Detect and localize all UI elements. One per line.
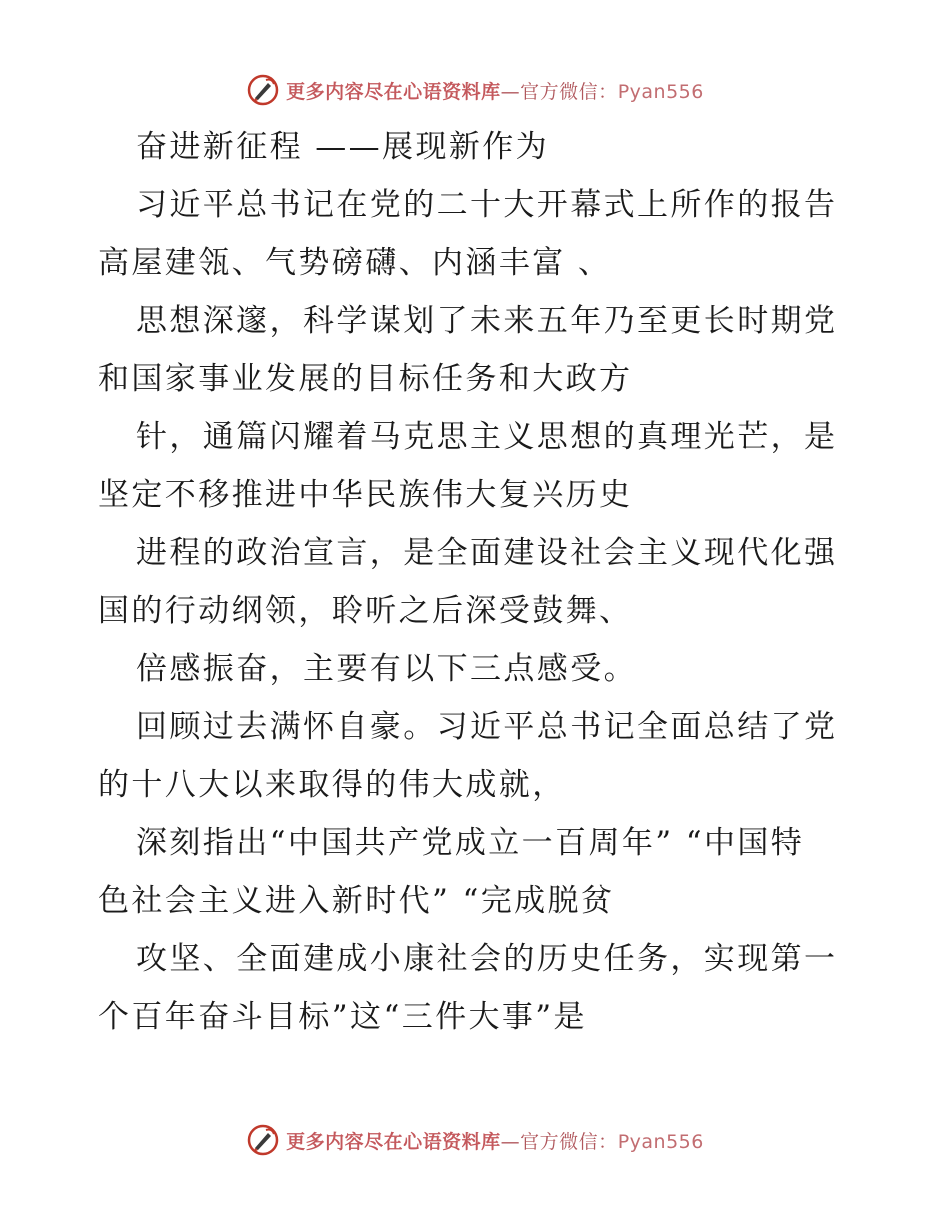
- banner-wechat-id: Pyan556: [617, 80, 704, 103]
- text-line: 深刻指出“中国共产党成立一百周年” “中国特: [136, 825, 805, 861]
- banner-wechat-label: 官方微信：: [520, 1130, 618, 1153]
- text-line: 个百年奋斗目标”这“三件大事”是: [98, 999, 587, 1035]
- text-line: 思想深邃，科学谋划了未来五年乃至更长时期党: [136, 303, 838, 339]
- banner-wechat-id: Pyan556: [617, 1130, 704, 1153]
- text-line: 坚定不移推进中华民族伟大复兴历史: [98, 477, 633, 513]
- text-line: 的十八大以来取得的伟大成就，: [98, 767, 566, 803]
- text-line: 习近平总书记在党的二十大开幕式上所作的报告: [136, 187, 838, 223]
- text-line: 和国家事业发展的目标任务和大政方: [98, 361, 633, 397]
- text-line: 回顾过去满怀自豪。习近平总书记全面总结了党: [136, 709, 838, 745]
- header-watermark-banner: [0, 70, 950, 110]
- text-line: 色社会主义进入新时代” “完成脱贫: [98, 883, 615, 919]
- text-line: 国的行动纲领，聆听之后深受鼓舞、: [98, 593, 633, 629]
- footer-watermark-banner: [0, 1120, 950, 1160]
- pen-logo-icon: [246, 1123, 280, 1157]
- banner-main-text: 更多内容尽在心语资料库: [286, 80, 501, 103]
- text-line: 高屋建瓴、气势磅礴、内涵丰富 、: [98, 245, 612, 281]
- text-line: 针，通篇闪耀着马克思主义思想的真理光芒，是: [136, 419, 838, 455]
- pen-logo-icon: [246, 73, 280, 107]
- document-body: [98, 118, 858, 1046]
- banner-text: [286, 1127, 704, 1154]
- banner-separator: —: [500, 1130, 521, 1153]
- text-line: 进程的政治宣言，是全面建设社会主义现代化强: [136, 535, 838, 571]
- banner-text: [286, 77, 704, 104]
- banner-wechat-label: 官方微信：: [520, 80, 618, 103]
- banner-separator: —: [500, 80, 521, 103]
- text-line: 倍感振奋，主要有以下三点感受。: [136, 651, 637, 687]
- banner-main-text: 更多内容尽在心语资料库: [286, 1130, 501, 1153]
- text-line: 攻坚、全面建成小康社会的历史任务，实现第一: [136, 941, 838, 977]
- text-line: 奋进新征程 ——展现新作为: [136, 129, 550, 165]
